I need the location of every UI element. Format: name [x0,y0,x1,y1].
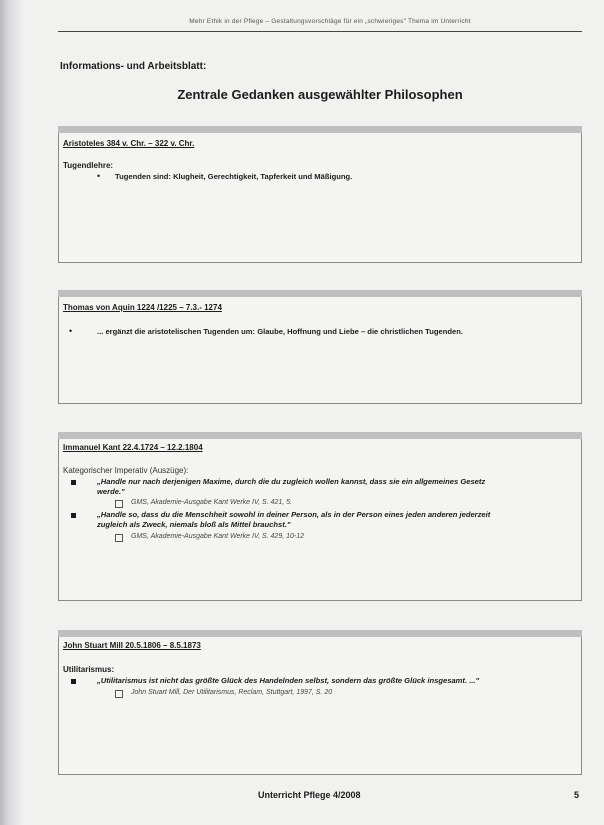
bullet-icon: • [69,326,73,336]
philosopher-name: Immanuel Kant 22.4.1724 – 12.2.1804 [63,443,203,452]
section-header-bar [58,290,582,297]
page-number: 5 [574,790,580,800]
checkbox-icon [115,500,123,508]
quote-line: „Handle so, dass du die Menschheit sowohl in deiner Person, als in der Person eines jeden anderen jederzeit [97,510,491,519]
section-header-bar [58,630,582,637]
quote-line: werde." [97,487,125,496]
section-aristoteles [58,126,582,263]
quote-line: „Handle nur nach derjenigen Maxime, durch die du zugleich wollen kannst, dass sie ein allgemeines Gesetz [97,477,486,486]
citation: GMS, Akademie-Ausgabe Kant Werke IV, S. 421, 5. [131,499,292,506]
list-item: ... ergänzt die aristotelischen Tugenden um: Glaube, Hoffnung und Liebe – die christlichen Tugenden. [97,327,463,336]
square-bullet-icon [71,480,76,485]
quote-line: zugleich als Zweck, niemals bloß als Mittel brauchst." [97,520,291,529]
philosopher-name: Thomas von Aquin 1224 /1225 – 7.3.- 1274 [63,303,222,312]
section-heading: Kategorischer Imperativ (Auszüge): [63,466,189,475]
citation: GMS, Akademie-Ausgabe Kant Werke IV, S. 429, 10-12 [131,533,305,540]
bullet-icon: • [97,171,101,181]
checkbox-icon [115,690,123,698]
section-thomas [58,290,582,404]
list-item: Tugenden sind: Klugheit, Gerechtigkeit, Tapferkeit und Mäßigung. [115,172,353,181]
citation: John Stuart Mill, Der Utilitarismus, Reclam, Stuttgart, 1997, S. 20 [131,689,333,696]
checkbox-icon [115,534,123,542]
section-kant [58,432,582,601]
scan-edge-shadow [0,0,22,825]
header-rule [58,31,582,32]
section-mill [58,630,582,775]
section-heading: Tugendlehre: [63,161,114,170]
page-title: Zentrale Gedanken ausgewählter Philosophen [177,87,463,102]
square-bullet-icon [71,679,76,684]
section-heading: Utilitarismus: [63,665,115,674]
philosopher-name: Aristoteles 384 v. Chr. – 322 v. Chr. [63,139,195,148]
quote-line: „Utilitarismus ist nicht das größte Glück des Handelnden selbst, sondern das größte Glück insgesamt. ..." [97,676,480,685]
square-bullet-icon [71,513,76,518]
section-header-bar [58,126,582,133]
philosopher-name: John Stuart Mill 20.5.1806 – 8.5.1873 [63,641,201,650]
running-head: Mehr Ethik in der Pflege – Gestaltungsvorschläge für ein „schwieriges" Thema im Unterricht [189,18,471,25]
sheet-label: Informations- und Arbeitsblatt: [60,61,207,72]
section-header-bar [58,432,582,439]
footer-title: Unterricht Pflege 4/2008 [258,790,361,800]
